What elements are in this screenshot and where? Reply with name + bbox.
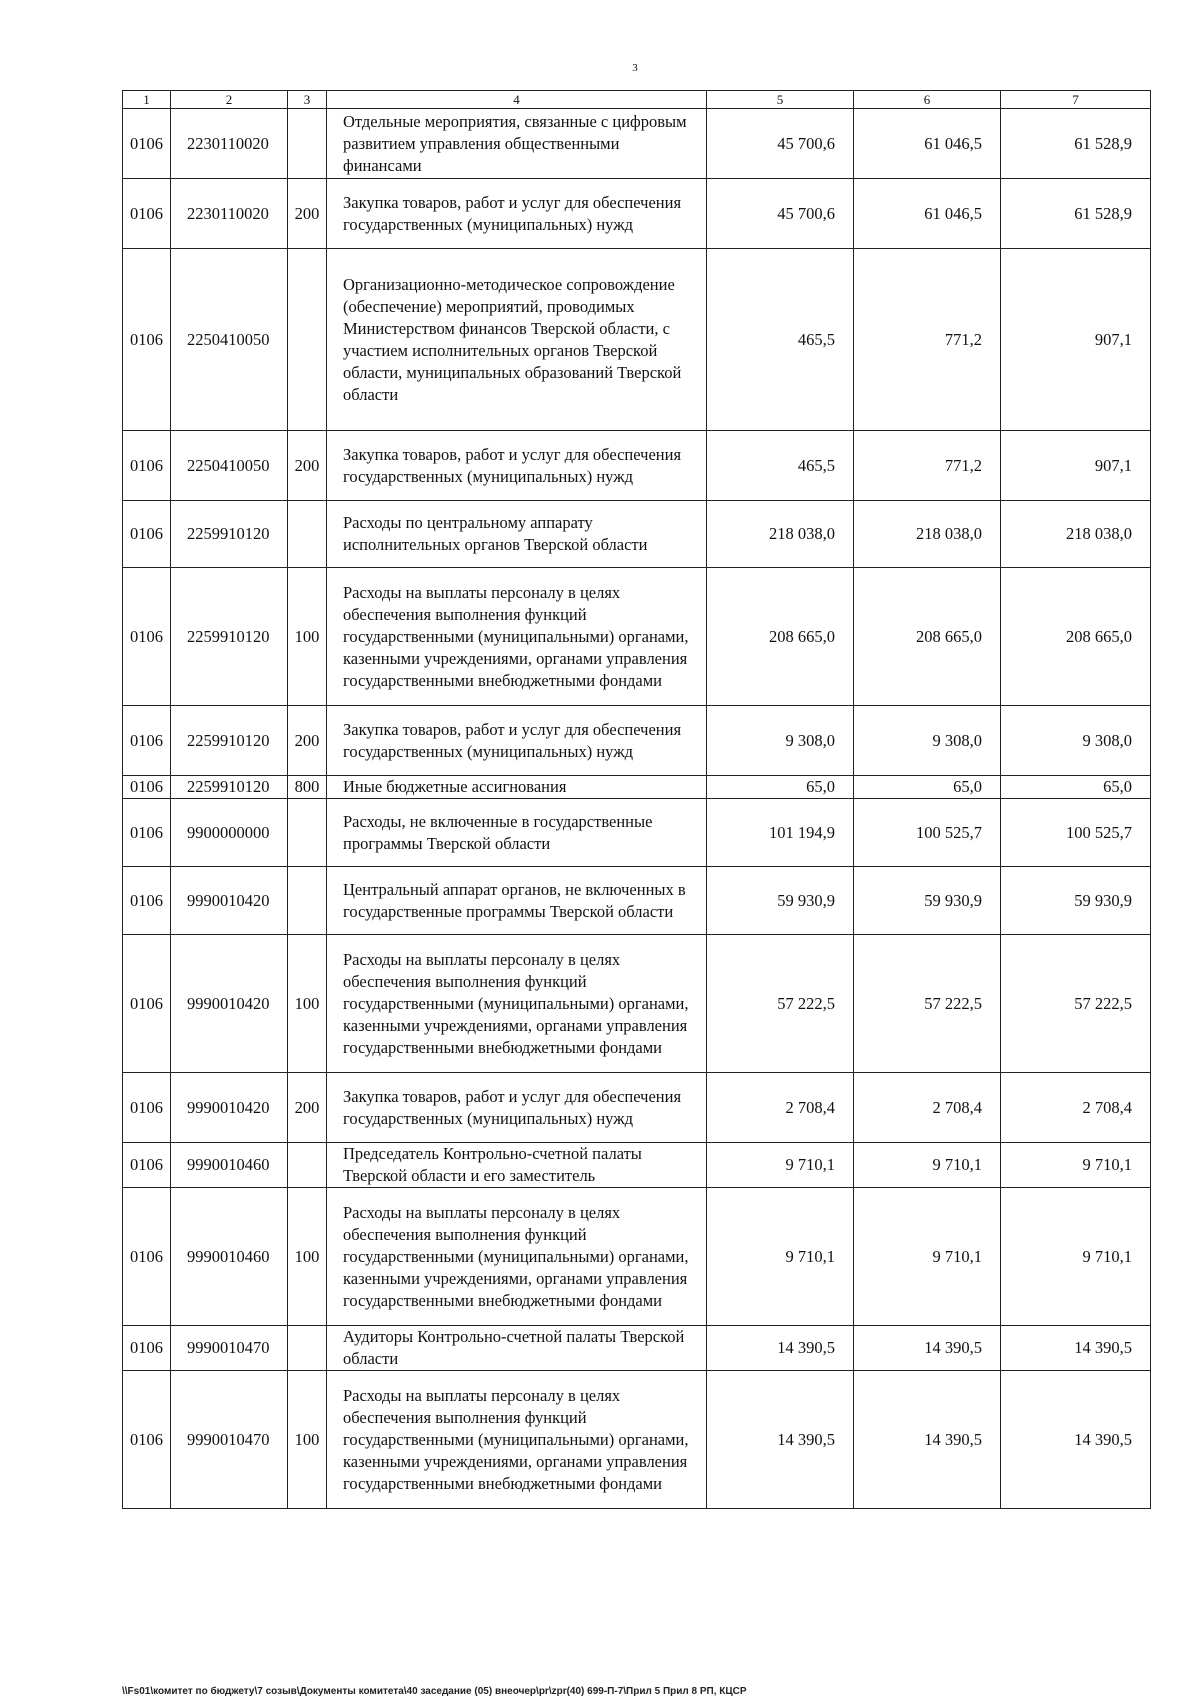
cell-amount-col5: 465,5	[707, 431, 854, 501]
cell-expense-type	[288, 249, 327, 431]
table-row	[123, 431, 1151, 501]
cell-amount-col6: 61 046,5	[854, 109, 1001, 179]
cell-expense-type: 200	[288, 179, 327, 249]
cell-name: Расходы на выплаты персоналу в целях обеспечения выполнения функций государственными (муниципальными) органами, казенными учреждениями, органами управления государственными внебюджетными фондами	[327, 1371, 707, 1509]
cell-target-article: 2250410050	[171, 249, 288, 431]
cell-name: Аудиторы Контрольно-счетной палаты Тверской области	[327, 1326, 707, 1371]
cell-amount-col7: 907,1	[1001, 249, 1151, 431]
column-header-3: 3	[288, 91, 327, 109]
cell-expense-type	[288, 1326, 327, 1371]
cell-amount-col7: 907,1	[1001, 431, 1151, 501]
cell-section: 0106	[123, 706, 171, 776]
cell-name: Закупка товаров, работ и услуг для обеспечения государственных (муниципальных) нужд	[327, 1073, 707, 1143]
cell-expense-type	[288, 1143, 327, 1188]
cell-expense-type: 200	[288, 431, 327, 501]
page-number: 3	[632, 62, 638, 74]
cell-expense-type	[288, 109, 327, 179]
cell-amount-col7: 14 390,5	[1001, 1371, 1151, 1509]
cell-expense-type: 200	[288, 706, 327, 776]
cell-expense-type: 100	[288, 1371, 327, 1509]
cell-amount-col6: 9 710,1	[854, 1188, 1001, 1326]
cell-target-article: 2250410050	[171, 431, 288, 501]
table-row	[123, 706, 1151, 776]
cell-section: 0106	[123, 1326, 171, 1371]
table-header-row	[123, 91, 1151, 109]
cell-section: 0106	[123, 501, 171, 568]
cell-amount-col5: 57 222,5	[707, 935, 854, 1073]
column-header-4: 4	[327, 91, 707, 109]
cell-target-article: 2259910120	[171, 706, 288, 776]
cell-amount-col5: 9 710,1	[707, 1188, 854, 1326]
cell-amount-col7: 9 710,1	[1001, 1188, 1151, 1326]
cell-target-article: 2259910120	[171, 501, 288, 568]
cell-amount-col6: 9 308,0	[854, 706, 1001, 776]
cell-expense-type	[288, 799, 327, 867]
cell-amount-col6: 57 222,5	[854, 935, 1001, 1073]
cell-amount-col7: 57 222,5	[1001, 935, 1151, 1073]
column-header-1: 1	[123, 91, 171, 109]
cell-name: Закупка товаров, работ и услуг для обеспечения государственных (муниципальных) нужд	[327, 431, 707, 501]
cell-section: 0106	[123, 249, 171, 431]
column-header-5: 5	[707, 91, 854, 109]
cell-amount-col6: 59 930,9	[854, 867, 1001, 935]
cell-amount-col6: 208 665,0	[854, 568, 1001, 706]
cell-section: 0106	[123, 1073, 171, 1143]
cell-amount-col5: 14 390,5	[707, 1371, 854, 1509]
cell-amount-col7: 61 528,9	[1001, 179, 1151, 249]
cell-name: Расходы, не включенные в государственные программы Тверской области	[327, 799, 707, 867]
cell-section: 0106	[123, 431, 171, 501]
cell-amount-col7: 9 308,0	[1001, 706, 1151, 776]
cell-target-article: 2259910120	[171, 568, 288, 706]
cell-target-article: 9990010420	[171, 867, 288, 935]
cell-section: 0106	[123, 568, 171, 706]
cell-target-article: 9990010460	[171, 1143, 288, 1188]
cell-expense-type: 100	[288, 1188, 327, 1326]
budget-table	[122, 90, 1151, 1509]
table-row	[123, 1188, 1151, 1326]
cell-amount-col6: 9 710,1	[854, 1143, 1001, 1188]
table-body	[123, 109, 1151, 1509]
footer-file-path: \\Fs01\комитет по бюджету\7 созыв\Документы комитета\40 заседание (05) внеочер\pr\zpr(40) 699-П-7\Прил 5 Прил 8 РП, КЦСР	[122, 1686, 747, 1697]
table-row	[123, 1073, 1151, 1143]
cell-target-article: 2230110020	[171, 109, 288, 179]
cell-name: Закупка товаров, работ и услуг для обеспечения государственных (муниципальных) нужд	[327, 706, 707, 776]
cell-expense-type: 100	[288, 935, 327, 1073]
cell-section: 0106	[123, 1371, 171, 1509]
cell-amount-col5: 101 194,9	[707, 799, 854, 867]
cell-target-article: 9990010460	[171, 1188, 288, 1326]
cell-expense-type: 800	[288, 776, 327, 799]
cell-name: Иные бюджетные ассигнования	[327, 776, 707, 799]
cell-amount-col5: 59 930,9	[707, 867, 854, 935]
cell-name: Председатель Контрольно-счетной палаты Тверской области и его заместитель	[327, 1143, 707, 1188]
cell-amount-col5: 9 710,1	[707, 1143, 854, 1188]
table-row	[123, 867, 1151, 935]
cell-name: Центральный аппарат органов, не включенных в государственные программы Тверской области	[327, 867, 707, 935]
cell-section: 0106	[123, 776, 171, 799]
cell-amount-col7: 2 708,4	[1001, 1073, 1151, 1143]
cell-name: Организационно-методическое сопровождение (обеспечение) мероприятий, проводимых Министерством финансов Тверской области, с участием исполнительных органов Тверской области, муниципальных образований Тверской области	[327, 249, 707, 431]
cell-section: 0106	[123, 1188, 171, 1326]
column-header-7: 7	[1001, 91, 1151, 109]
table-row	[123, 109, 1151, 179]
table-row	[123, 501, 1151, 568]
cell-amount-col6: 218 038,0	[854, 501, 1001, 568]
cell-target-article: 2230110020	[171, 179, 288, 249]
cell-name: Расходы на выплаты персоналу в целях обеспечения выполнения функций государственными (муниципальными) органами, казенными учреждениями, органами управления государственными внебюджетными фондами	[327, 1188, 707, 1326]
cell-target-article: 9990010470	[171, 1371, 288, 1509]
cell-amount-col7: 100 525,7	[1001, 799, 1151, 867]
cell-amount-col6: 2 708,4	[854, 1073, 1001, 1143]
cell-section: 0106	[123, 179, 171, 249]
cell-amount-col6: 65,0	[854, 776, 1001, 799]
cell-amount-col7: 218 038,0	[1001, 501, 1151, 568]
cell-target-article: 9990010420	[171, 1073, 288, 1143]
table-row	[123, 1143, 1151, 1188]
cell-name: Закупка товаров, работ и услуг для обеспечения государственных (муниципальных) нужд	[327, 179, 707, 249]
table-row	[123, 776, 1151, 799]
table-row	[123, 179, 1151, 249]
table-row	[123, 249, 1151, 431]
cell-amount-col6: 771,2	[854, 249, 1001, 431]
cell-amount-col7: 208 665,0	[1001, 568, 1151, 706]
cell-amount-col6: 61 046,5	[854, 179, 1001, 249]
cell-name: Отдельные мероприятия, связанные с цифровым развитием управления общественными финансами	[327, 109, 707, 179]
column-header-2: 2	[171, 91, 288, 109]
cell-section: 0106	[123, 867, 171, 935]
table-row	[123, 1371, 1151, 1509]
table-row	[123, 799, 1151, 867]
cell-amount-col6: 14 390,5	[854, 1326, 1001, 1371]
cell-amount-col7: 61 528,9	[1001, 109, 1151, 179]
cell-expense-type	[288, 501, 327, 568]
cell-amount-col7: 9 710,1	[1001, 1143, 1151, 1188]
cell-expense-type: 100	[288, 568, 327, 706]
cell-amount-col5: 45 700,6	[707, 109, 854, 179]
cell-target-article: 9900000000	[171, 799, 288, 867]
cell-amount-col5: 218 038,0	[707, 501, 854, 568]
cell-section: 0106	[123, 109, 171, 179]
cell-name: Расходы на выплаты персоналу в целях обеспечения выполнения функций государственными (муниципальными) органами, казенными учреждениями, органами управления государственными внебюджетными фондами	[327, 568, 707, 706]
cell-amount-col5: 14 390,5	[707, 1326, 854, 1371]
cell-amount-col5: 208 665,0	[707, 568, 854, 706]
cell-amount-col7: 59 930,9	[1001, 867, 1151, 935]
column-header-6: 6	[854, 91, 1001, 109]
cell-amount-col5: 465,5	[707, 249, 854, 431]
cell-expense-type: 200	[288, 1073, 327, 1143]
cell-amount-col6: 14 390,5	[854, 1371, 1001, 1509]
cell-amount-col5: 65,0	[707, 776, 854, 799]
cell-section: 0106	[123, 935, 171, 1073]
cell-expense-type	[288, 867, 327, 935]
cell-target-article: 2259910120	[171, 776, 288, 799]
table-row	[123, 568, 1151, 706]
cell-target-article: 9990010420	[171, 935, 288, 1073]
cell-amount-col6: 771,2	[854, 431, 1001, 501]
cell-target-article: 9990010470	[171, 1326, 288, 1371]
table-row	[123, 1326, 1151, 1371]
cell-amount-col5: 9 308,0	[707, 706, 854, 776]
cell-amount-col5: 45 700,6	[707, 179, 854, 249]
cell-name: Расходы на выплаты персоналу в целях обеспечения выполнения функций государственными (муниципальными) органами, казенными учреждениями, органами управления государственными внебюджетными фондами	[327, 935, 707, 1073]
cell-amount-col6: 100 525,7	[854, 799, 1001, 867]
cell-name: Расходы по центральному аппарату исполнительных органов Тверской области	[327, 501, 707, 568]
cell-amount-col7: 14 390,5	[1001, 1326, 1151, 1371]
cell-section: 0106	[123, 1143, 171, 1188]
cell-amount-col7: 65,0	[1001, 776, 1151, 799]
cell-section: 0106	[123, 799, 171, 867]
table-row	[123, 935, 1151, 1073]
cell-amount-col5: 2 708,4	[707, 1073, 854, 1143]
